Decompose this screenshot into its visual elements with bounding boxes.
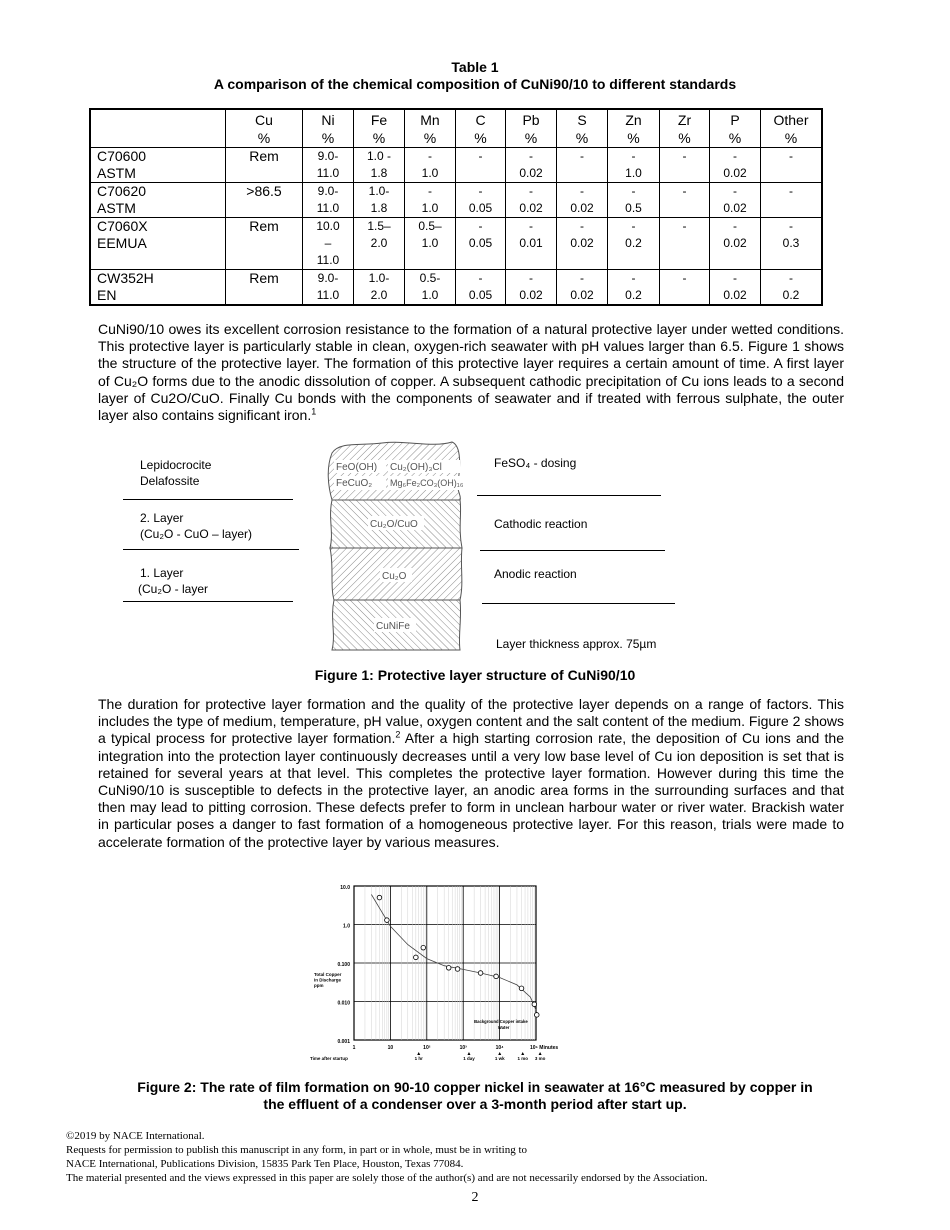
decay-curve [371, 895, 536, 1011]
table-cell [557, 183, 608, 218]
footer-permission: Requests for permission to publish this manuscript in any form, in part or in whole, must be in writing to [66, 1144, 528, 1156]
table-cell [456, 270, 506, 306]
y-axis-label-line: ppm [314, 983, 324, 988]
cell-value: 0.05 [468, 288, 493, 302]
cell-value: 0.02 [519, 201, 543, 215]
table-header-cell [608, 109, 660, 148]
footer-copyright: ©2019 by NACE International. [66, 1130, 205, 1142]
cell-value: - [631, 219, 636, 233]
rule-left-1 [123, 499, 293, 500]
table-cell [456, 218, 506, 270]
cell-value: 0.05 [468, 201, 493, 215]
row-label-line: ASTM [97, 165, 136, 181]
time-mark-label: 1 mo [517, 1056, 528, 1061]
row-label-line: ASTM [97, 200, 136, 216]
header-element: C [475, 112, 486, 128]
cell-value: - [789, 219, 793, 233]
header-unit: % [524, 130, 538, 146]
paragraph-2-text: The duration for protective layer formation and the quality of the protective layer depends on a range of factors. This includes the type of medium, temperature, pH value, oxygen content and the salt content of the medium. Figure 2 shows a typical process for protective layer formation. [98, 696, 844, 747]
header-unit: % [474, 130, 487, 146]
cell-value: 0.02 [570, 288, 594, 302]
header-element: Zn [625, 112, 642, 128]
label-lepidocrocite: Lepidocrocite [140, 458, 212, 472]
figure-1 [118, 438, 678, 656]
table-cell [761, 148, 823, 183]
label-feso4-dosing: FeSO₄ - dosing [494, 456, 577, 470]
cell-value: - [529, 184, 533, 198]
cell-value: 9.0- [317, 271, 339, 285]
page-number: 2 [471, 1190, 479, 1205]
data-point [519, 986, 524, 991]
formula-cu2oh3cl: Cu₂(OH)₃Cl [390, 462, 442, 473]
cell-value: 0.01 [519, 236, 543, 250]
header-element: S [577, 112, 587, 128]
table-cell [303, 218, 354, 270]
row-label-line: C7060X [97, 218, 148, 234]
cell-value: 1.5– [367, 219, 391, 233]
cell-value: 10.0 [316, 219, 340, 233]
reference-2: 2 [395, 729, 401, 740]
cell-value: 0.5– [418, 219, 442, 233]
row-label [90, 218, 226, 270]
figure-2-chart [300, 878, 580, 1070]
table-cell [456, 183, 506, 218]
cell-value: - [580, 271, 584, 285]
row-label-line: EEMUA [97, 235, 147, 251]
paragraph-1 [98, 321, 844, 424]
cell-value: 11.0 [316, 201, 340, 215]
cell-value: - [631, 149, 636, 163]
table-cell [557, 148, 608, 183]
table-header-cell [354, 109, 405, 148]
table-cell [557, 270, 608, 306]
cell-value: 1.0 [421, 201, 439, 215]
header-unit: % [784, 130, 798, 146]
table-cell [405, 218, 456, 270]
y-tick-label: 0.100 [337, 962, 350, 968]
table-cell [506, 270, 557, 306]
table-cell [710, 183, 761, 218]
cell-value: 0.3 [782, 236, 800, 250]
label-cathodic-reaction: Cathodic reaction [494, 517, 588, 531]
table-header-cell [226, 109, 303, 148]
cell-value: 2.0 [370, 288, 388, 302]
data-point [421, 945, 426, 950]
cell-value: - [478, 271, 483, 285]
cell-value: 1.0- [368, 184, 390, 198]
cell-value: - [682, 184, 687, 198]
y-tick-label: 1.0 [343, 923, 350, 930]
header-element: Pb [522, 112, 540, 128]
header-element: Ni [321, 112, 335, 128]
label-layer-thickness: Layer thickness approx. 75µm [496, 637, 657, 651]
reference-1: 1 [311, 406, 317, 417]
header-element: P [730, 112, 740, 128]
label-layer-1-composition: (Cu₂O - layer [138, 582, 209, 596]
y-tick-label: 10.0 [340, 885, 350, 891]
table-header-cell [506, 109, 557, 148]
time-mark-label: 1 hr [414, 1056, 423, 1061]
cell-value: 0.2 [782, 288, 800, 302]
table-header-cell [710, 109, 761, 148]
data-point [534, 1013, 539, 1018]
y-axis-label [314, 972, 342, 988]
row-label-line: CW352H [97, 270, 154, 286]
cell-value: 0.02 [723, 288, 747, 302]
table-cell [761, 218, 823, 270]
table-cell [303, 270, 354, 306]
table-cell [761, 183, 823, 218]
cell-value: - [428, 184, 432, 198]
composition-table [89, 108, 823, 306]
label-delafossite: Delafossite [140, 474, 200, 488]
time-mark-arrow [498, 1052, 501, 1055]
cell-value: 0.5 [625, 201, 642, 215]
table-cell [506, 148, 557, 183]
cell-value: 0.2 [625, 236, 642, 250]
table-cell [710, 148, 761, 183]
cell-value: 0.05 [468, 236, 493, 250]
header-unit: % [728, 130, 742, 146]
paragraph-2 [98, 696, 844, 851]
x-tick-label: 10⁴ [495, 1045, 504, 1051]
y-tick-label: 0.001 [337, 1039, 350, 1045]
rule-left-3 [123, 601, 293, 602]
cell-value: - [580, 149, 584, 163]
cell-value: 1.0 [421, 236, 439, 250]
footer-address: NACE International, Publications Division, 15835 Park Ten Place, Houston, Texas 77084. [66, 1158, 464, 1170]
header-unit: % [678, 130, 691, 146]
table-row [90, 270, 822, 306]
chart-grid [354, 886, 536, 1040]
table-cell [405, 270, 456, 306]
header-unit: % [423, 130, 437, 146]
table-cell [226, 218, 303, 270]
table-cell [354, 218, 405, 270]
time-mark-arrow [467, 1052, 470, 1055]
table-cell [506, 218, 557, 270]
header-unit: % [575, 130, 589, 146]
table-cell [608, 183, 660, 218]
data-point [455, 967, 460, 972]
formula-feooh: FeO(OH) [336, 462, 378, 473]
row-label-line: EN [97, 287, 117, 303]
paragraph-1-text: CuNi90/10 owes its excellent corrosion resistance to the formation of a natural protective layer under wetted conditions. This protective layer is particularly stable in clean, oxygen-rich seawater with pH values larger than 6.5. Figure 1 shows the structure of the protective layer. The formation of this protective layer requires a certain amount of time. A first layer of Cu₂O forms due to the anodic dissolution of copper. A subsequent cathodic precipitation of Cu ions leads to a second layer of Cu2O/CuO. Finally Cu bonds with the components of seawater and if treated with ferrous sulphate, the outer layer also contains significant iron. [98, 321, 844, 424]
table-cell [303, 183, 354, 218]
row-label [90, 270, 226, 306]
formula-layer-2: Cu₂O/CuO [370, 519, 418, 530]
table-cell [303, 148, 354, 183]
data-point [414, 955, 419, 960]
cell-value: - [682, 271, 687, 285]
time-mark-label: 3 mo [534, 1056, 546, 1061]
y-tick-label: 0.010 [337, 1000, 350, 1007]
data-point [377, 895, 382, 900]
header-unit: % [627, 130, 640, 146]
cell-value: - [789, 184, 793, 198]
cell-value: 2.0 [370, 236, 388, 250]
cell-value: 1.0 [421, 166, 439, 180]
x-tick-label: 10³ [459, 1045, 467, 1051]
cell-value: - [631, 271, 636, 285]
cell-value: - [580, 219, 584, 233]
table-cell [660, 218, 710, 270]
header-element: Cu [255, 112, 273, 128]
rule-left-2 [123, 549, 299, 550]
cell-value: 11.0 [316, 253, 340, 267]
cell-value: 11.0 [316, 288, 340, 302]
table-header-empty [90, 109, 226, 148]
cell-value: 0.5- [419, 271, 441, 285]
data-point [385, 918, 390, 923]
cell-value: - [529, 271, 533, 285]
cell-value: - [580, 184, 584, 198]
cell-value: - [733, 271, 737, 285]
table-cell [710, 218, 761, 270]
cell-value: – [324, 236, 332, 250]
cell-value: 1.8 [370, 166, 388, 180]
footer-disclaimer: The material presented and the views expressed in this paper are solely those of the author(s) and are not necessarily endorsed by the Association. [66, 1172, 708, 1184]
table-cell [557, 218, 608, 270]
paragraph-2-text-rest: After a high starting corrosion rate, the deposition of Cu ions and the integration into the protection layer continuously decreases until a very low base level of Cu ion deposition is set that is retained for several years at that level. This completes the protective layer formation. However during this time the CuNi90/10 is susceptible to defects in the protective layer, an anodic area forms in the surrounding surfaces and that then may lead to pitting corrosion. These defects prefer to form in unclean harbour water or river water. Brackish water in particular poses a danger to fast formation of a homogeneous protective layer. For this reason, trials were made to accelerate formation of the protective layer by various measures. [98, 730, 844, 850]
y-axis-label-line: Total Copper [314, 972, 342, 977]
x-tick-label: 10 [387, 1045, 394, 1051]
time-mark-label: 1 day [463, 1056, 475, 1061]
time-mark-arrow [521, 1052, 524, 1055]
table-header-cell [456, 109, 506, 148]
table-row [90, 148, 822, 183]
table-row [90, 183, 822, 218]
cell-value: 0.02 [723, 201, 747, 215]
cell-value: - [631, 184, 636, 198]
data-point [446, 966, 451, 971]
time-mark-arrow [417, 1052, 420, 1055]
label-anodic-reaction: Anodic reaction [494, 567, 577, 581]
data-point [532, 1002, 537, 1007]
background-label: Background Copper intake [474, 1018, 528, 1024]
rule-right-2 [480, 550, 665, 551]
cell-value: - [529, 149, 533, 163]
cell-value: 11.0 [316, 166, 340, 180]
header-element: Zr [677, 112, 692, 128]
table-header-cell [303, 109, 354, 148]
cell-value: 0.2 [625, 288, 642, 302]
table-cell [710, 270, 761, 306]
y-axis-label-line: in Discharge [314, 977, 342, 983]
header-unit: % [321, 130, 335, 146]
cell-value: - [529, 219, 533, 233]
cell-value: - [478, 219, 483, 233]
chart-curve-group [371, 895, 536, 1011]
table-header-cell [405, 109, 456, 148]
rule-right-1 [477, 495, 661, 496]
cell-value: - [682, 149, 687, 163]
table-cell [405, 148, 456, 183]
table-cell [354, 270, 405, 306]
header-element: Mn [420, 112, 440, 128]
cell-value: - [789, 271, 793, 285]
table-cell [506, 183, 557, 218]
table-cell [456, 148, 506, 183]
x-tick-label: 1 [352, 1045, 356, 1051]
figure-1-caption: Figure 1: Protective layer structure of CuNi90/10 [314, 667, 636, 683]
label-layer-2-composition: (Cu₂O - CuO – layer) [140, 527, 253, 541]
table-cell [660, 148, 710, 183]
cell-value: 0.02 [723, 166, 747, 180]
row-label-line: C70600 [97, 148, 147, 164]
rule-right-3 [482, 603, 675, 604]
cell-value: 0.02 [519, 166, 543, 180]
table-title: A comparison of the chemical composition of CuNi90/10 to different standards [213, 76, 737, 92]
cell-value: 1.0- [368, 271, 390, 285]
cell-value: 9.0- [317, 184, 339, 198]
formula-layer-1: Cu₂O [382, 571, 407, 582]
cell-value: 9.0- [317, 149, 339, 163]
table-cell [226, 148, 303, 183]
cell-value: 1.0 - [366, 149, 391, 163]
row-label [90, 148, 226, 183]
header-unit: % [372, 130, 386, 146]
table-header-cell [557, 109, 608, 148]
row-label [90, 183, 226, 218]
figure-2-caption-line-2: the effluent of a condenser over a 3-month period after start up. [263, 1096, 687, 1112]
table-cell [660, 270, 710, 306]
table-cell [660, 183, 710, 218]
time-mark-label: 1 wk [494, 1056, 505, 1061]
cell-value: - [733, 219, 737, 233]
formula-base: CuNiFe [376, 621, 410, 632]
layer-structure-diagram [322, 438, 470, 653]
formula-fecuo2: FeCuO₂ [336, 478, 373, 489]
cell-value: - [733, 184, 737, 198]
table-cell [354, 148, 405, 183]
cell-value: 0.02 [570, 201, 594, 215]
table-row [90, 218, 822, 270]
cell-value: >86.5 [246, 183, 282, 199]
time-axis-label: Time after startup [310, 1056, 348, 1061]
figure-2-caption-line-1: Figure 2: The rate of film formation on 90-10 copper nickel in seawater at 16°C measured by copper in [137, 1079, 813, 1095]
table-cell [226, 183, 303, 218]
chart-labels-group [310, 885, 558, 1061]
table-cell [608, 270, 660, 306]
cell-value: 0.02 [723, 236, 747, 250]
data-point [478, 971, 483, 976]
table-cell [405, 183, 456, 218]
formula-mg6fe2: Mg₆Fe₂CO₃(OH)₁₆ [390, 478, 464, 488]
cell-value: - [733, 149, 737, 163]
cell-value: 1.0 [625, 166, 642, 180]
table-header-row [90, 109, 822, 148]
table-cell [761, 270, 823, 306]
x-tick-label: 10² [423, 1045, 431, 1051]
cell-value: - [478, 149, 483, 163]
row-label-line: C70620 [97, 183, 147, 199]
cell-value: - [428, 149, 432, 163]
cell-value: Rem [249, 218, 279, 234]
cell-value: 1.8 [370, 201, 388, 215]
time-mark-arrow [539, 1052, 542, 1055]
header-unit: % [257, 130, 271, 146]
header-element: Fe [370, 112, 388, 128]
cell-value: 0.02 [519, 288, 543, 302]
x-tick-label: 10⁵ Minutes [530, 1045, 559, 1051]
cell-value: - [682, 219, 687, 233]
cell-value: Rem [249, 148, 279, 164]
table-cell [608, 218, 660, 270]
data-point [494, 974, 499, 979]
label-layer-2: 2. Layer [140, 511, 184, 525]
cell-value: - [789, 149, 793, 163]
table-cell [354, 183, 405, 218]
table-cell [608, 148, 660, 183]
label-layer-1: 1. Layer [140, 566, 184, 580]
table-number: Table 1 [451, 59, 499, 75]
table-header-cell [761, 109, 823, 148]
table-header-cell [660, 109, 710, 148]
background-label-water: Water [497, 1024, 510, 1030]
cell-value: 0.02 [570, 236, 594, 250]
cell-value: 1.0 [421, 288, 439, 302]
table-cell [226, 270, 303, 306]
cell-value: - [478, 184, 483, 198]
header-element: Other [773, 112, 809, 128]
cell-value: Rem [249, 270, 279, 286]
